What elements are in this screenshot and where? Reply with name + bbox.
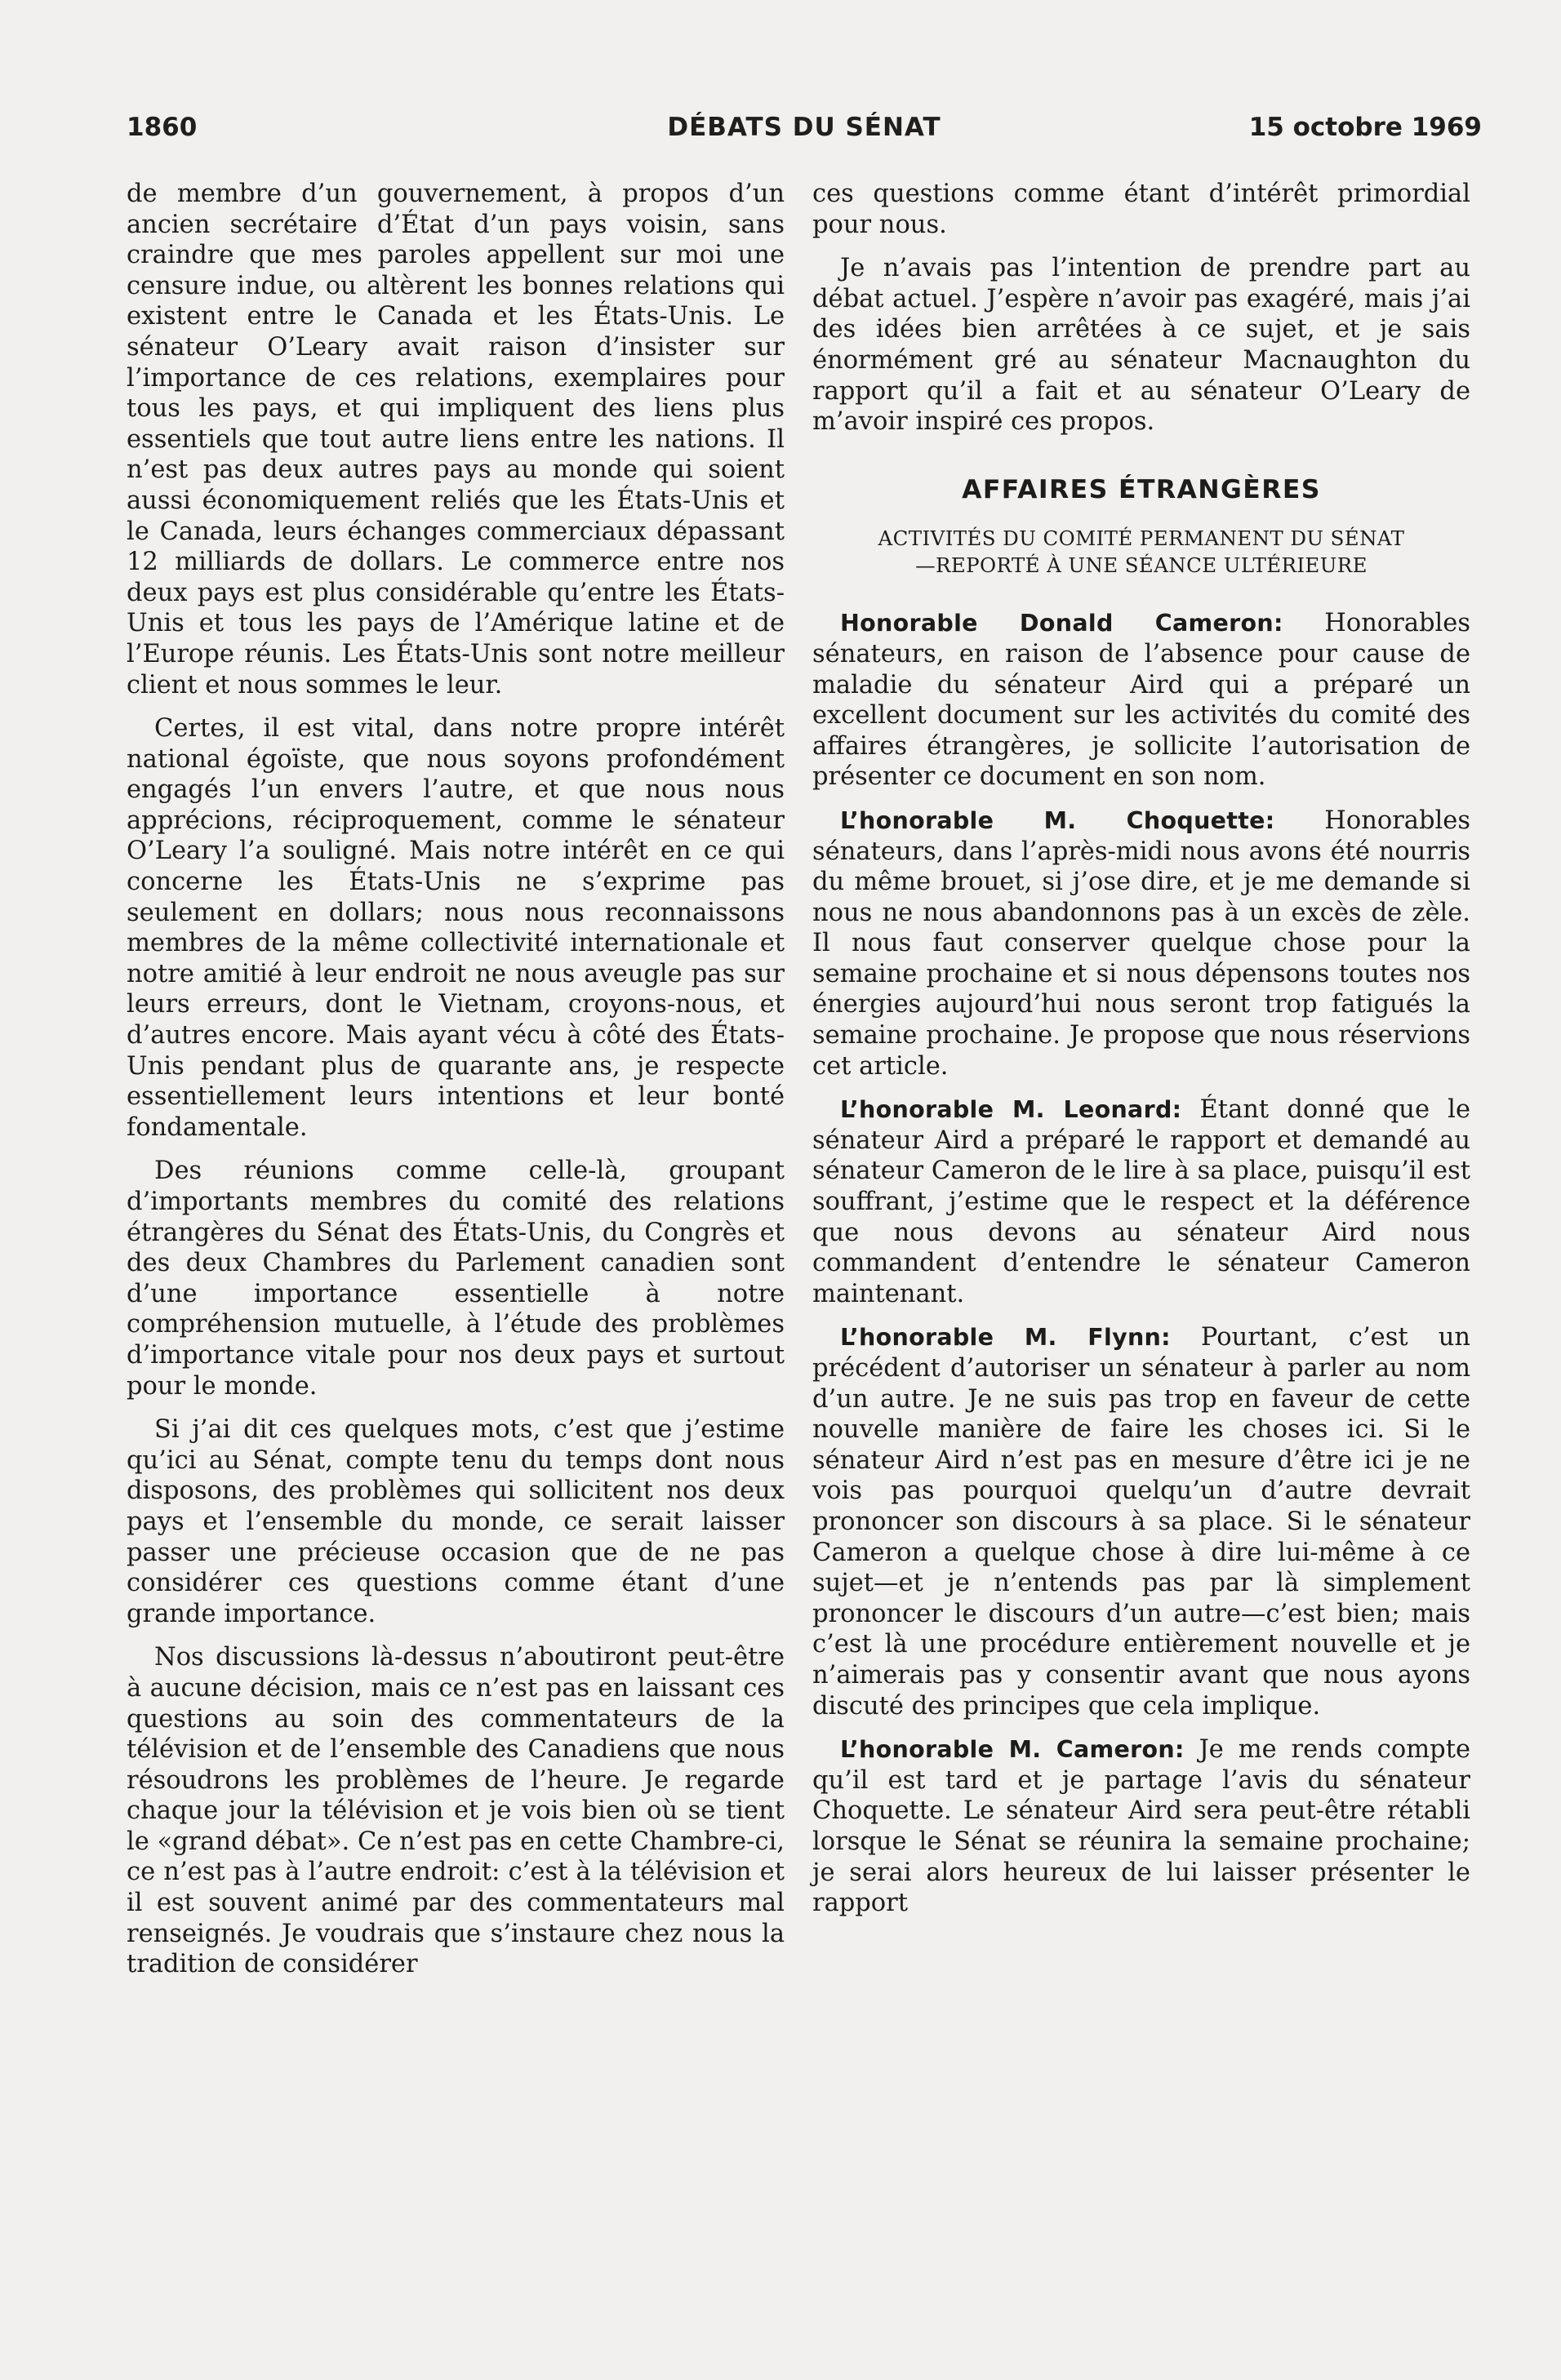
paragraph: Des réunions comme celle-là, groupant d’importants membres du comité des relations étrangères du Sénat des États-Unis, du Congrès et des deux Chambres du Parlement canadien sont d’une importance essentielle à notre compréhension mutuelle, à l’étude des problèmes d’importance vitale pour nos deux pays et surtout pour le monde. <box>127 1157 785 1401</box>
running-title: DÉBATS DU SÉNAT <box>667 113 941 142</box>
left-column <box>127 179 785 1980</box>
paragraph: ces questions comme étant d’intérêt primordial pour nous. <box>812 180 1470 239</box>
paragraph: Certes, il est vital, dans notre propre intérêt national égoïste, que nous soyons profondément engagés l’un envers l’autre, et que nous nous apprécions, réciproquement, comme le sénateur O’Leary l’a souligné. Mais notre intérêt en ce qui concerne les États-Unis ne s’exprime pas seulement en dollars; nous nous reconnaissons membres de la même collectivité internationale et notre amitié à leur endroit ne nous aveugle pas sur leurs erreurs, dont le Vietnam, croyons-nous, et d’autres encore. Mais ayant vécu à côté des États-Unis pendant plus de quarante ans, je respecte essentiellement leurs intentions et leur bonté fondamentale. <box>127 714 785 1142</box>
paragraph: Je n’avais pas l’intention de prendre part au débat actuel. J’espère n’avoir pas exagéré, mais j’ai des idées bien arrêtées à ce sujet, et je sais énormément gré au sénateur Macnaughton du rapport qu’il a fait et au sénateur O’Leary de m’avoir inspiré ces propos. <box>812 254 1470 437</box>
page-date: 15 octobre 1969 <box>1248 113 1482 142</box>
paragraph: de membre d’un gouvernement, à propos d’un ancien secrétaire d’État d’un pays voisin, sans craindre que mes paroles appellent sur moi une censure indue, ou altèrent les bonnes relations qui existent entre le Canada et les États-Unis. Le sénateur O’Leary avait raison d’insister sur l’importance de ces relations, exemplaires pour tous les pays, et qui impliquent des liens plus essentiels que tout autre liens entre les nations. Il n’est pas deux autres pays au monde qui soient aussi économiquement reliés que les États-Unis et le Canada, leurs échanges commerciaux dépassant 12 milliards de dollars. Le commerce entre nos deux pays est plus considérable qu’entre les États-Unis et tous les pays de l’Amérique latine et de l’Europe réunis. Les États-Unis sont notre meilleur client et nous sommes le leur. <box>127 180 785 699</box>
page-number: 1860 <box>127 113 198 142</box>
section-heading: AFFAIRES ÉTRANGÈRES <box>962 474 1321 504</box>
paragraph: Nos discussions là-dessus n’aboutiront peut-être à aucune décision, mais ce n’est pas en laissant ces questions au soin des commentateurs de la télévision et de l’ensemble des Canadiens que nous résoudrons les problèmes de l’heure. Je regarde chaque jour la télévision et je vois bien où se tient le «grand débat». Ce n’est pas en cette Chambre-ci, ce n’est pas à l’autre endroit: c’est à la télévision et il est souvent animé par des commentateurs mal renseignés. Je voudrais que s’instaure chez nous la tradition de considérer <box>127 1643 785 1979</box>
right-column <box>812 179 1470 1919</box>
subheading-line: —REPORTÉ À UNE SÉANCE ULTÉRIEURE <box>915 553 1368 578</box>
speech-text: Honorables sénateurs, dans l’après-midi nous avons été nourris du même brouet, si j’ose dire, et je me demande si nous ne nous abandonnons pas à un excès de zèle. Il nous faut conserver quelque chose pour la semaine prochaine et si nous dépensons toutes nos énergies aujourd’hui nous seront trop fatigués la semaine prochaine. Je propose que nous réservions cet article. <box>812 806 1470 1081</box>
speech-text: Étant donné que le sénateur Aird a préparé le rapport et demandé au sénateur Cameron de le lire à sa place, puisqu’il est souffrant, j’estime que le respect et la déférence que nous devons au sénateur Aird nous commandent d’entendre le sénateur Cameron maintenant. <box>812 1095 1470 1308</box>
section-subheading <box>812 525 1470 579</box>
speech <box>812 1095 1470 1309</box>
speech-text: Honorables sénateurs, en raison de l’absence pour cause de maladie du sénateur Aird qui a préparé un excellent document sur les activités du comité des affaires étrangères, je sollicite l’autorisation de présenter ce document en son nom. <box>812 609 1470 792</box>
speech-text: Pourtant, c’est un précédent d’autoriser un sénateur à parler au nom d’un autre. Je ne suis pas trop en faveur de cette nouvelle manière de faire les choses ici. Si le sénateur Aird n’est pas en mesure d’être ici je ne vois pas pourquoi quelqu’un d’autre devrait prononcer son discours à sa place. Si le sénateur Cameron a quelque chose à dire lui-même à ce sujet—et je n’entends pas par là simplement prononcer le discours d’un autre—c’est bien; mais c’est là une procédure entièrement nouvelle et je n’aimerais pas y consentir avant que nous ayons discuté des principes que cela implique. <box>812 1323 1470 1721</box>
speaker-name: L’honorable M. Leonard: <box>840 1096 1182 1124</box>
speaker-name: L’honorable M. Flynn: <box>840 1324 1171 1352</box>
speech <box>812 1734 1470 1919</box>
page-header <box>127 113 1482 153</box>
subheading-line: ACTIVITÉS DU COMITÉ PERMANENT DU SÉNAT <box>878 526 1405 551</box>
paragraph: Si j’ai dit ces quelques mots, c’est que j’estime qu’ici au Sénat, compte tenu du temps dont nous disposons, des problèmes qui sollicitent nos deux pays et l’ensemble du monde, ce serait laisser passer une précieuse occasion que de ne pas considérer ces questions comme étant d’une grande importance. <box>127 1415 785 1628</box>
speech <box>812 608 1470 793</box>
speaker-name: L’honorable M. Choquette: <box>840 806 1275 834</box>
speaker-name: L’honorable M. Cameron: <box>840 1736 1185 1764</box>
speaker-name: Honorable Donald Cameron: <box>840 610 1283 637</box>
speech <box>812 1322 1470 1721</box>
speech-text: Je me rends compte qu’il est tard et je partage l’avis du sénateur Choquette. Le sénateur Aird sera peut-être rétabli lorsque le Sénat se réunira la semaine prochaine; je serai alors heureux de lui laisser présenter le rapport <box>812 1735 1471 1918</box>
speech <box>812 806 1470 1081</box>
